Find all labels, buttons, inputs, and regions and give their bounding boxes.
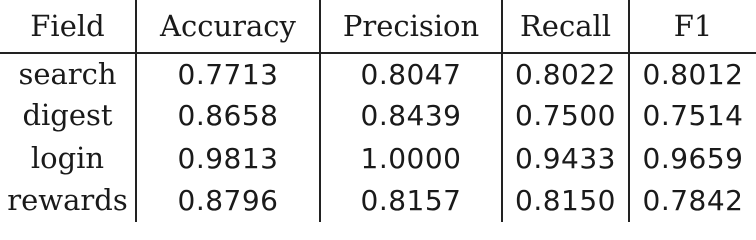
header-precision: [320, 0, 502, 53]
precision-value: 0.8439: [360, 99, 462, 133]
header-precision-label: Precision: [342, 8, 480, 43]
field-value: rewards: [7, 183, 128, 218]
header-field: [0, 0, 136, 53]
cell-accuracy: [136, 53, 320, 94]
f1-value: 0.7842: [642, 184, 744, 218]
table-header: [0, 0, 756, 53]
table-row: [0, 94, 756, 137]
precision-value: 0.8047: [360, 57, 462, 91]
cell-recall: [502, 137, 629, 180]
precision-value: 0.8157: [360, 184, 462, 218]
recall-value: 0.9433: [515, 141, 616, 175]
header-row: [0, 0, 756, 53]
header-field-label: Field: [30, 8, 105, 43]
cell-recall: [502, 179, 629, 222]
table-row: [0, 179, 756, 222]
cell-f1: [629, 94, 756, 137]
table-row: [0, 137, 756, 180]
f1-value: 0.9659: [642, 141, 744, 175]
cell-field: [0, 137, 136, 180]
header-recall: [502, 0, 629, 53]
header-accuracy-label: Accuracy: [160, 8, 296, 43]
f1-value: 0.8012: [642, 57, 744, 91]
accuracy-value: 0.8796: [177, 184, 279, 218]
cell-f1: [629, 53, 756, 94]
cell-precision: [320, 53, 502, 94]
table-row: [0, 53, 756, 94]
header-f1: [629, 0, 756, 53]
cell-field: [0, 53, 136, 94]
cell-f1: [629, 179, 756, 222]
recall-value: 0.8022: [515, 57, 616, 91]
cell-field: [0, 179, 136, 222]
field-value: search: [18, 56, 117, 91]
recall-value: 0.8150: [515, 184, 616, 218]
cell-precision: [320, 179, 502, 222]
accuracy-value: 0.8658: [177, 99, 279, 133]
precision-value: 1.0000: [360, 141, 462, 175]
accuracy-value: 0.9813: [177, 141, 279, 175]
cell-recall: [502, 53, 629, 94]
cell-accuracy: [136, 179, 320, 222]
cell-f1: [629, 137, 756, 180]
f1-value: 0.7514: [642, 99, 744, 133]
table-body: [0, 53, 756, 222]
cell-precision: [320, 94, 502, 137]
recall-value: 0.7500: [515, 99, 616, 133]
cell-precision: [320, 137, 502, 180]
field-value: login: [30, 140, 105, 175]
field-value: digest: [22, 98, 113, 133]
header-recall-label: Recall: [519, 8, 612, 43]
accuracy-value: 0.7713: [177, 57, 279, 91]
cell-accuracy: [136, 137, 320, 180]
header-accuracy: [136, 0, 320, 53]
header-f1-label: F1: [673, 8, 713, 43]
cell-recall: [502, 94, 629, 137]
cell-field: [0, 94, 136, 137]
cell-accuracy: [136, 94, 320, 137]
